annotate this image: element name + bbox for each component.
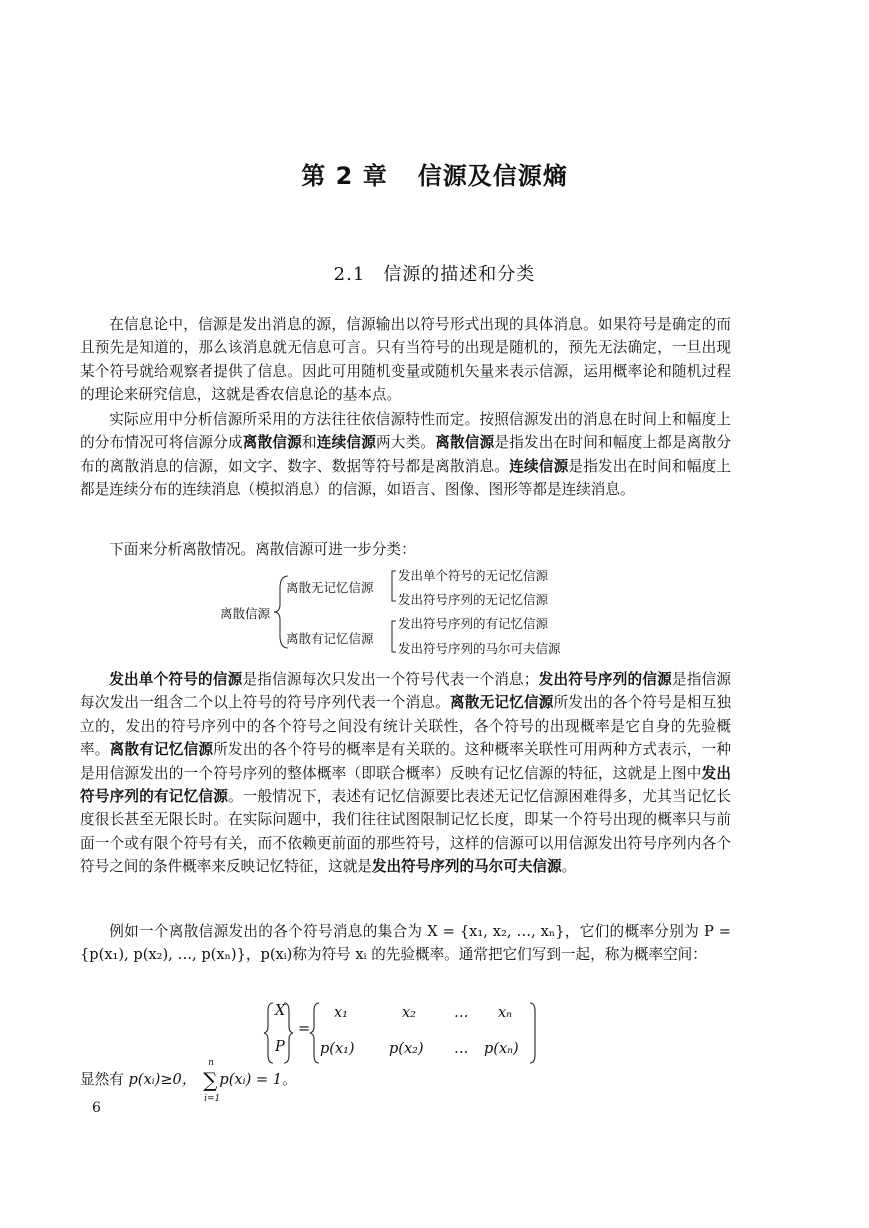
matrix-cell: p(x₂) xyxy=(389,1041,424,1057)
branch-label-memory: 离散有记忆信源 xyxy=(286,631,374,646)
paragraph-intro: 在信息论中，信源是发出消息的源，信源输出以符号形式出现的具体消息。如果符号是确定的而且预先是知道的，那么该消息就无信息可言。只有当符号的出现是随机的，预先无法确定，一旦出现某个符号就给观察者提供了信息。因此可用随机变量或随机矢量来表示信源，运用概率论和随机过程的理论来研究信息，这就是香农信息论的基本点。 xyxy=(80,316,731,404)
text-run: 。 xyxy=(561,858,577,876)
chapter-number: 2 xyxy=(335,162,354,190)
chapter-name: 信源及信源熵 xyxy=(417,162,568,190)
term-discrete-source: 离散信源 xyxy=(435,434,495,452)
leaf-label: 发出符号序列的有记忆信源 xyxy=(398,616,549,631)
term-memory-source: 离散有记忆信源 xyxy=(109,741,214,759)
section-number: 2.1 xyxy=(333,264,366,285)
formula-sum-body: p(xᵢ) = 1 xyxy=(219,1071,283,1088)
text-run: 是指发出在时间和幅度上都是连续分布的连续消息（模拟消息）的信源，如语言、图像、图形等都是连续消息。 xyxy=(80,457,731,499)
text-run: 是指信源每次只发出一个符号代表一个消息； xyxy=(242,671,539,688)
term-single-symbol-source: 发出单个符号的信源 xyxy=(109,671,243,688)
section-title xyxy=(0,260,869,286)
paragraph-source-definitions xyxy=(80,668,731,879)
term-symbol-sequence-source: 发出符号序列的信源 xyxy=(538,671,672,688)
paragraph-discrete-intro: 下面来分析离散情况。离散信源可进一步分类： xyxy=(109,541,416,558)
matrix-left-bottom: P xyxy=(275,1039,285,1055)
formula-end: 。 xyxy=(282,1071,297,1088)
leaf-label: 发出单个符号的无记忆信源 xyxy=(398,568,549,583)
term-continuous-source: 连续信源 xyxy=(509,457,569,475)
branch-label-memoryless: 离散无记忆信源 xyxy=(286,580,374,595)
formula-inequality: p(xᵢ)≥0， xyxy=(128,1071,197,1088)
root-label: 离散信源 xyxy=(220,606,271,621)
paragraph-probability-space: 例如一个离散信源发出的各个符号消息的集合为 X = {x₁, x₂, …, xₙ}，它们的概率分别为 P = {p(x₁), p(x₂), …, p(xₙ)}，p(xᵢ)称为符号 xᵢ 的先验概率。通常把它们写到一起，称为概率空间： xyxy=(80,923,731,964)
matrix-cell: p(xₙ) xyxy=(484,1041,519,1057)
matrix-cell: xₙ xyxy=(498,1005,513,1021)
term-discrete-source: 离散信源 xyxy=(242,434,302,452)
text-run: 所发出的各个符号是相互独立的，发出的符号序列中的各个符号之间没有统计关联性，各个符号的出现概率是它自身的先验概率。 xyxy=(80,694,731,759)
matrix-cell: x₂ xyxy=(402,1005,416,1021)
text-run: 是指发出在时间和幅度上都是离散分布的离散消息的信源，如文字、数字、数据等符号都是离散消息。 xyxy=(80,434,731,475)
sum-upper-limit: n xyxy=(208,1058,214,1068)
text-run: 。一般情况下，表述有记忆信源要比表述无记忆信源困难得多，尤其当记忆长度很长甚至无限长时。在实际问题中，我们往往试图限制记忆长度，即某一个符号出现的概率只与前面一个或有限个符号有关，而不依赖更前面的那些符号，这样的信源可以用信源发出符号序列内各个符号之间的条件概率来反映记忆特征，这就是 xyxy=(80,788,731,876)
term-markov-source: 发出符号序列的马尔可夫信源 xyxy=(371,858,562,876)
formula-prefix: 显然有 xyxy=(80,1071,124,1088)
page-number: 6 xyxy=(92,1100,101,1116)
matrix-equals: = xyxy=(298,1021,311,1037)
probability-space-matrix xyxy=(262,999,552,1069)
chapter-title xyxy=(0,156,869,191)
term-sequence-memory-source: 发出符号序列的有记忆信源 xyxy=(80,764,731,806)
matrix-left-top: X xyxy=(275,1003,286,1019)
matrix-cell: … xyxy=(454,1005,469,1021)
classification-diagram xyxy=(216,566,616,658)
text-run: 和 xyxy=(301,434,317,452)
matrix-cell: p(x₁) xyxy=(320,1041,355,1057)
text-run: 实际应用中分析信源所采用的方法往往依信源特性而定。按照信源发出的消息在时间上和幅度上的分布情况可将信源分成 xyxy=(80,411,731,452)
section-name: 信源的描述和分类 xyxy=(383,264,536,285)
sum-lower-limit: i=1 xyxy=(204,1094,221,1104)
term-continuous-source: 连续信源 xyxy=(316,434,376,452)
normalization-formula xyxy=(80,1058,297,1104)
leaf-label: 发出符号序列的无记忆信源 xyxy=(398,592,549,607)
chapter-prefix: 第 xyxy=(301,162,327,190)
matrix-cell: … xyxy=(454,1041,469,1057)
chapter-suffix: 章 xyxy=(362,162,388,190)
matrix-cell: x₁ xyxy=(334,1005,348,1021)
term-memoryless-source: 离散无记忆信源 xyxy=(449,694,554,712)
summation-symbol: ∑ n i=1 xyxy=(203,1058,221,1104)
paragraph-source-types xyxy=(80,408,731,502)
text-run: 两大类。 xyxy=(376,434,436,452)
text-run: 所发出的各个符号的概率是有关联的。这种概率关联性可用两种方式表示，一种是用信源发出的一个符号序列的整体概率（即联合概率）反映有记忆信源的特征，这就是上图中 xyxy=(80,741,731,782)
text-run: 是指信源每次发出一组含二个以上符号的符号序列代表一个消息。 xyxy=(80,671,731,712)
leaf-label: 发出符号序列的马尔可夫信源 xyxy=(398,641,561,656)
